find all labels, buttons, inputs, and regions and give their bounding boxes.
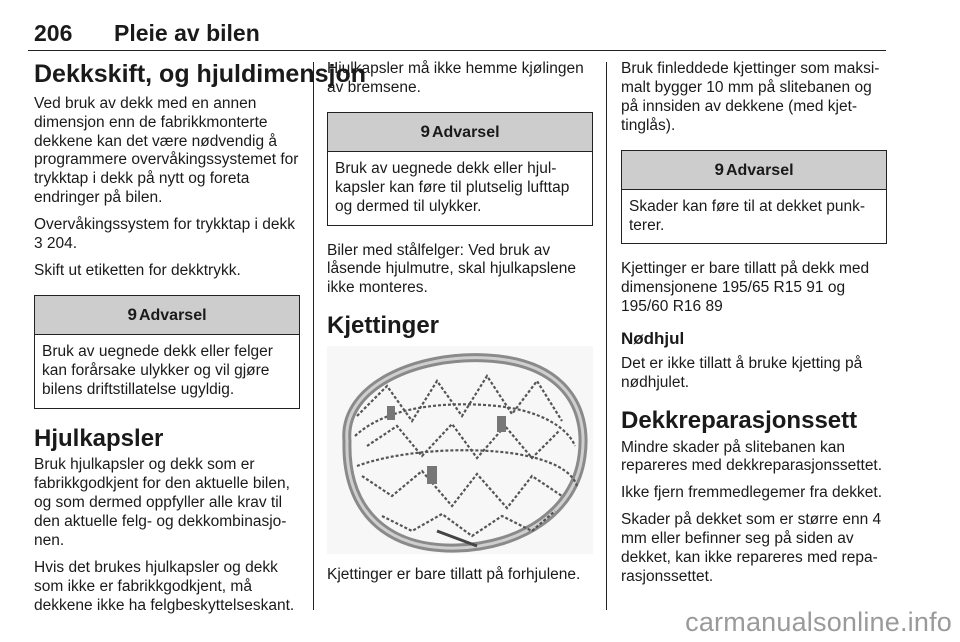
figure-caption: Kjettinger er bare tillatt på forhjulene. xyxy=(327,565,581,583)
watermark: carmanualsonline.info xyxy=(685,607,952,637)
snow-chain-illustration xyxy=(327,346,593,554)
warning-triangle-icon: 9 xyxy=(420,121,430,141)
paragraph: Bruk finleddede kjettinger som maksimalt bygger 10 mm på slitebanen og på innsiden av dekkene (med kjettinglås). xyxy=(621,60,880,134)
section-heading-wheel-covers: Hjulkapsler xyxy=(34,424,164,452)
paragraph: Kjettinger er bare tillatt på dekk med dimensjonene 195/65 R15 91 og 195/60 R16 89 xyxy=(621,260,870,316)
warning-box xyxy=(327,112,593,226)
column-1 xyxy=(34,60,366,623)
column-3 xyxy=(621,60,887,595)
warning-box xyxy=(34,295,300,409)
warning-text: Skader kan føre til at dekket punkterer. xyxy=(629,197,866,234)
paragraph: Hvis det brukes hjulkapsler og dekk som ikke er fabrikkgodkjent, må dekkene ikke ha felgbeskyttelseskant. xyxy=(34,558,295,614)
warning-label: Advarsel xyxy=(725,161,794,179)
warning-header xyxy=(622,151,886,190)
section-heading-repair-kit: Dekkreparasjonssett xyxy=(621,406,858,434)
paragraph: Bruk hjulkapsler og dekk som er fabrikkgodkjent for den aktuelle bilen, og som dermed oppfyller alle krav til den aktuelle felg- og dekkombinasjonen. xyxy=(34,456,290,549)
warning-triangle-icon: 9 xyxy=(714,159,724,179)
warning-triangle-icon: 9 xyxy=(127,304,137,324)
warning-header xyxy=(328,113,592,152)
page-number: 206 xyxy=(34,20,73,46)
warning-text: Bruk av uegnede dekk eller hjulkapsler kan føre til plutselig lufttap og dermed til ulykker. xyxy=(335,159,570,215)
column-2 xyxy=(327,60,593,593)
paragraph-reference xyxy=(34,216,300,254)
column-divider-2 xyxy=(606,62,607,610)
page-title: Pleie av bilen xyxy=(114,20,260,46)
paragraph: Biler med stålfelger: Ved bruk av låsende hjulmutre, skal hjulkapslene ikke monteres. xyxy=(327,241,577,297)
header-divider xyxy=(28,50,886,51)
section-heading-chains: Kjettinger xyxy=(327,312,440,340)
paragraph: Ikke fjern fremmedlegemer fra dekket. xyxy=(621,484,883,502)
paragraph: Mindre skader på slitebanen kan repareres med dekkreparasjonssettet. xyxy=(621,438,883,475)
section-heading-tyre-change: Dekkskift, og hjuldimensjon xyxy=(34,60,366,88)
warning-header xyxy=(35,296,299,335)
warning-label: Advarsel xyxy=(431,123,500,141)
warning-label: Advarsel xyxy=(138,306,207,324)
paragraph: Skift ut etiketten for dekktrykk. xyxy=(34,262,241,279)
warning-text: Bruk av uegnede dekk eller felger kan forårsake ulykker og vil gjøre bilens driftstillatelse ugyldig. xyxy=(42,342,273,398)
warning-box xyxy=(621,150,887,245)
reference-text: Overvåkingssystem for trykktap i dekk xyxy=(34,216,295,234)
paragraph: Hjulkapsler må ikke hemme kjølingen av bremsene. xyxy=(327,60,584,96)
paragraph: Skader på dekket som er større enn 4 mm eller befinner seg på siden av dekket, kan ikke repareres med reparasjonssettet. xyxy=(621,511,882,585)
column-divider-1 xyxy=(313,62,314,610)
paragraph: Det er ikke tillatt å bruke kjetting på nødhjulet. xyxy=(621,355,863,392)
page-reference-link[interactable]: 3 204. xyxy=(34,235,78,253)
paragraph: Ved bruk av dekk med en annen dimensjon enn de fabrikkmonterte dekkene kan det være nødvendig å programmere overvåkingssystemet for trykktap i dekk på nytt og foreta endringer på bilen. xyxy=(34,94,299,207)
subheading-spare-wheel: Nødhjul xyxy=(621,329,685,349)
page-header xyxy=(28,6,886,50)
